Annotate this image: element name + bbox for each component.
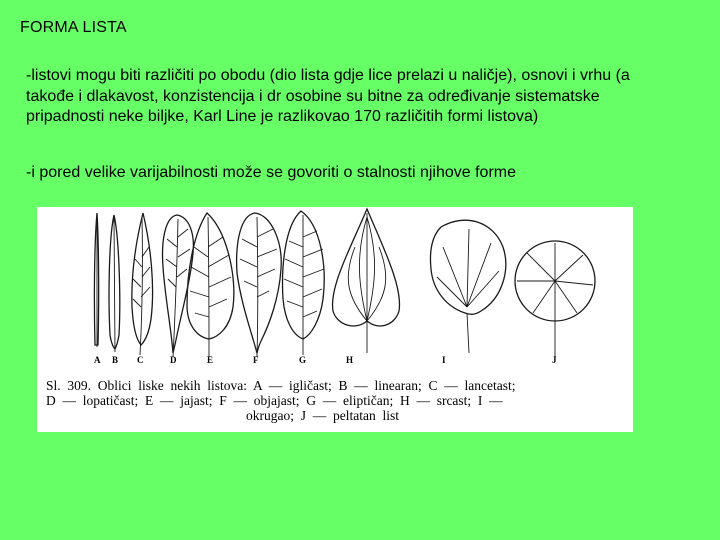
caption-line-2: D — lopatičast; E — jajast; F — objajast; G — eliptičan; H — srcast; I — xyxy=(46,393,503,408)
caption-line-1: Sl. 309. Oblici liske nekih listova: A — igličast; B — linearan; C — lancetast; xyxy=(46,378,516,393)
leaf-j-peltate xyxy=(515,241,595,357)
leaf-shapes-figure xyxy=(37,207,633,432)
leaf-a-needle xyxy=(94,213,98,347)
leaf-g-elliptic xyxy=(283,211,325,355)
leaf-label-g: G xyxy=(299,355,307,365)
leaf-label-h: H xyxy=(346,355,354,365)
leaf-label-a: A xyxy=(94,355,101,365)
leaf-d-spatulate xyxy=(163,215,194,357)
paragraph-form-constancy: -i pored velike varijabilnosti može se govoriti o stalnosti njihove forme xyxy=(26,164,516,181)
leaf-label-j: J xyxy=(552,355,557,365)
leaf-i-orbicular xyxy=(430,220,505,353)
leaf-label-e: E xyxy=(207,355,214,365)
leaf-label-f: F xyxy=(253,355,259,365)
slide-title: FORMA LISTA xyxy=(20,19,127,36)
leaf-f-obovate xyxy=(237,213,282,357)
leaf-label-b: B xyxy=(112,355,119,365)
figure-caption xyxy=(46,378,631,423)
caption-line-3: okrugao; J — peltatan list xyxy=(246,408,399,423)
leaf-label-i: I xyxy=(442,355,446,365)
leaf-b-linear xyxy=(109,215,120,352)
leaf-drawings xyxy=(37,207,633,377)
leaf-label-c: C xyxy=(137,355,144,365)
leaf-e-ovate xyxy=(187,213,234,357)
leaf-h-cordate xyxy=(333,209,400,353)
leaf-label-d: D xyxy=(170,355,177,365)
paragraph-leaf-variability: -listovi mogu biti različiti po obodu (dio lista gdje lice prelazi u naličje), osnovi i vrhu (a takođe i dlakavost, konzistencija i dr osobine su bitne za određivanje sistematske pripadnosti neke biljke, Karl Line je razlikovao 170 različitih formi listova) xyxy=(26,67,630,125)
leaf-c-lanceolate xyxy=(132,213,153,355)
